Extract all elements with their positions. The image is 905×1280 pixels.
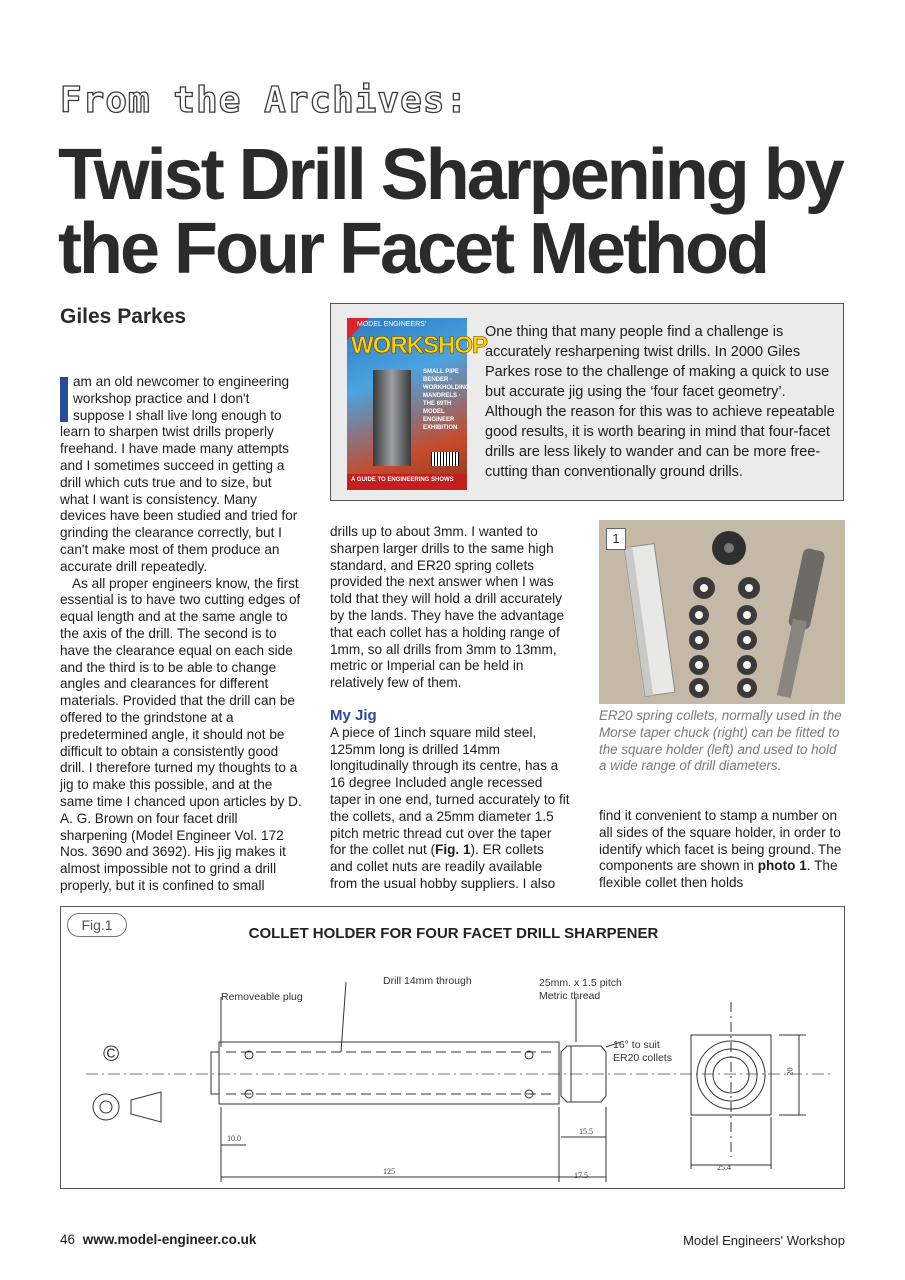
dim-nose: 17.5 [574, 1171, 588, 1180]
intro-text: One thing that many people find a challenge is accurately resharpening twist drills. In 2000 Giles Parkes rose to the challenge of making a quick to use but accurate jig using the ‘four facet geometry’. Although the reason for this was to achieve repeatable good results, it is worth bearing in mind that four-facet drills are less likely to wander and can be more free-cutting than conventionally ground drills. [485, 324, 835, 480]
paragraph-5-text-a: find it convenient to stamp a number on all sides of the square holder, in order to identify which facet is being ground. The components are shown in [599, 808, 842, 874]
footer-magazine: Model Engineers' Workshop [683, 1233, 845, 1248]
figure-title: COLLET HOLDER FOR FOUR FACET DRILL SHARPENER [248, 925, 659, 942]
column-2 [330, 524, 570, 893]
author-byline: Giles Parkes [60, 305, 187, 328]
fig-reference: Fig. 1 [435, 842, 471, 858]
paragraph-3: drills up to about 3mm. I wanted to sharpen larger drills to the same high standard, and ER20 spring collets provided the next answer when I was told that they will hold a drill accurately by the lands. They have the advantage that each collet has a holding range of 1mm, so all drills from 3mm to 13mm, metric or Imperial can be held in relatively few of them. [330, 524, 565, 691]
paragraph-2: As all proper engineers know, the first essential is to have two cutting edges of equal length and at the same angle to the axis of the drill. The second is to have the clearance equal on each side and the third is to be able to change angles and clearances for different materials. Provided that the drill can be offered to the grindstone at a predetermined angle, it should not be difficult to obtain a consistently good drill. I therefore turned my thoughts to a jig to make this possible, and at the same time I chanced upon articles by D. A. G. Brown on four facet drill sharpening (Model Engineer Vol. 172 Nos. 3690 and 3692). His jig makes it almost impossible not to grind a drill properly, but it is confined to small [60, 575, 302, 893]
column-1 [60, 374, 302, 895]
cover-masthead: WORKSHOP [351, 332, 487, 359]
photo-number: 1 [606, 528, 626, 550]
column-3 [599, 808, 845, 892]
dim-length: 125 [383, 1167, 395, 1176]
dim-plug: 10.0 [227, 1134, 241, 1143]
photo-collets-illustration [599, 520, 845, 704]
section-kicker: From the Archives: [60, 80, 469, 121]
website-link[interactable]: www.model-engineer.co.uk [82, 1232, 257, 1247]
label-angle-2: ER20 collets [613, 1052, 672, 1064]
figure-tag: Fig.1 [67, 913, 127, 937]
dim-height: 20 [785, 1067, 795, 1076]
footer-left [60, 1232, 256, 1247]
copyright-symbol: © [103, 1041, 120, 1066]
paragraph-1: am an old newcomer to engineering workshop practice and I don't suppose I shall live long enough to learn to sharpen twist drills properly freehand. I have made many attempts and I sometimes succeed in getting a drill which cuts true and to size, but what I want is consistency. Many devices have been studied and tried for grinding the clearance correctly, but I can't make most of them produce an accurate drill repeatedly. [60, 374, 298, 574]
photo-caption: ER20 spring collets, normally used in the Morse taper chuck (right) can be fitted to the square holder (left) and used to hold a wide range of drill diameters. [599, 708, 842, 774]
cover-strip [347, 474, 467, 490]
cover-side-text: SMALL PIPE BENDER · WORKHOLDING MANDRELS · THE 69TH MODEL ENGINEER EXHIBITION [423, 369, 470, 431]
photo-collets [599, 520, 845, 704]
figure-1 [60, 906, 845, 1189]
paragraph-5 [599, 808, 845, 892]
label-thread-1: 25mm. x 1.5 pitch [539, 977, 622, 989]
paragraph-4 [330, 725, 570, 893]
drop-cap [60, 377, 68, 422]
dim-width: 25.4 [717, 1163, 731, 1172]
paragraph-5-text-b: . The flexible collet then holds [599, 858, 838, 891]
photo-reference: photo 1 [757, 858, 807, 874]
article-title: Twist Drill Sharpening by the Four Facet Method [58, 135, 842, 289]
label-plug: Removeable plug [221, 991, 303, 1003]
technical-drawing [61, 907, 844, 1188]
page-number: 46 [60, 1232, 76, 1247]
cover-topline: MODEL ENGINEERS' [357, 321, 427, 328]
intro-box [330, 303, 844, 501]
cover-strip-text: A GUIDE TO ENGINEERING SHOWS [351, 477, 454, 483]
paragraph-4-text-a: A piece of 1inch square mild steel, 125mm long is drilled 14mm longitudinally through its centre, has a 16 degree Included angle recessed taper in one end, turned accurately to fit the collets, and a 25mm diameter 1.5 pitch metric thread cut over the taper for the collet nut ( [330, 724, 570, 858]
label-thread-2: Metric thread [539, 990, 601, 1002]
cover-barcode [431, 452, 459, 466]
cover-drill-photo [373, 370, 411, 466]
label-drill: Drill 14mm through [383, 975, 472, 987]
paragraph-4-text-b: ). ER collets and collet nuts are readily available from the usual hobby suppliers. I also [330, 842, 556, 891]
label-angle-1: 16° to suit [613, 1039, 660, 1051]
magazine-cover-image [347, 318, 487, 490]
dim-thread: 15.5 [579, 1127, 593, 1136]
subhead-my-jig: My Jig [330, 706, 377, 724]
